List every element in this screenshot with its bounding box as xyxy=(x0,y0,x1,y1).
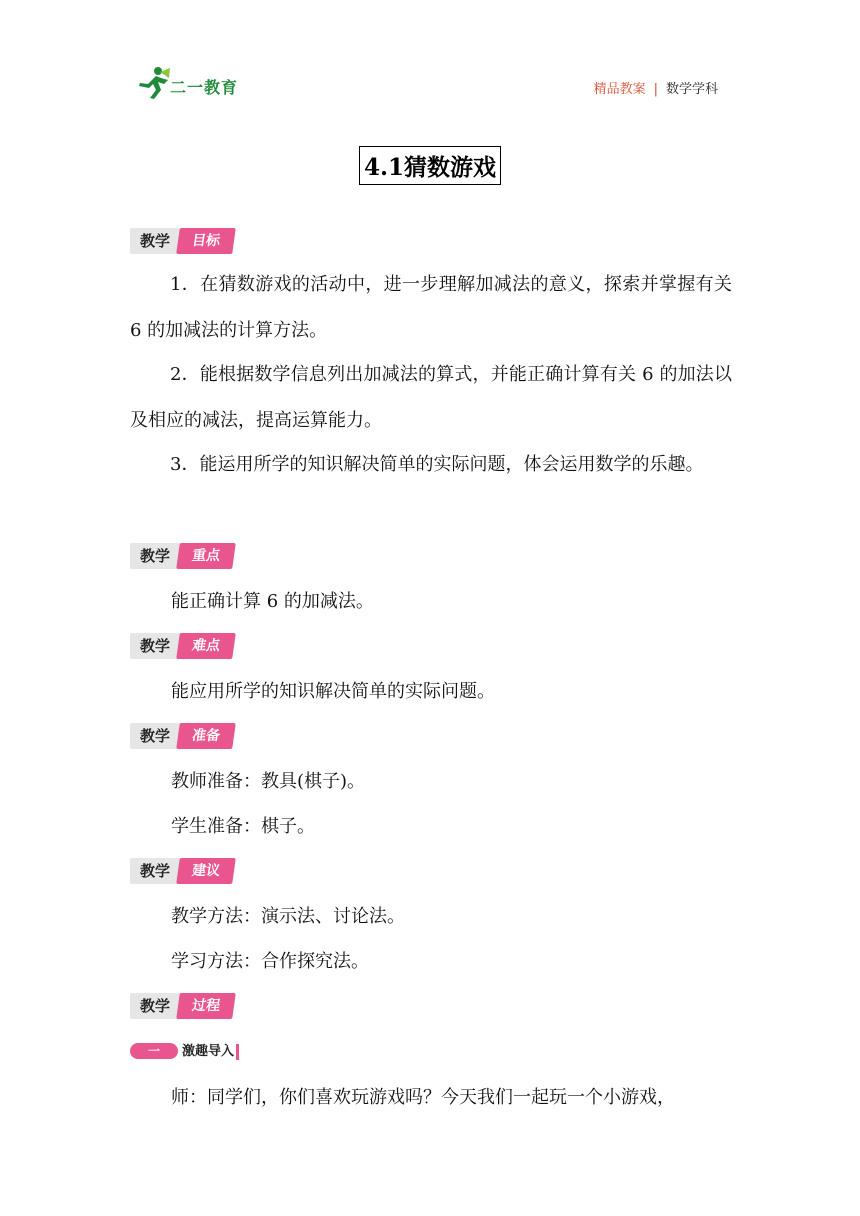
header-tagline xyxy=(594,78,718,97)
section-tag-objectives xyxy=(130,228,234,254)
section-tag-prefix: 教学 xyxy=(130,543,180,569)
step-label: 激趣导入 xyxy=(182,1044,235,1059)
section-tag-difficulties xyxy=(130,633,234,659)
section-tag-label: 目标 xyxy=(176,228,236,254)
brand-label: 精品教案 xyxy=(593,82,646,97)
section-tag-prefix: 教学 xyxy=(130,633,180,659)
step-heading xyxy=(130,1042,240,1062)
key-points-text: 能正确计算 6 的加减法。 xyxy=(171,591,374,612)
teacher-preparation: 教师准备：教具(棋子)。 xyxy=(171,771,366,792)
section-tag-suggestions xyxy=(130,858,234,884)
section-tag-label: 重点 xyxy=(176,543,236,569)
section-tag-prefix: 教学 xyxy=(130,723,180,749)
student-preparation: 学生准备：棋子。 xyxy=(171,816,315,837)
section-tag-prefix: 教学 xyxy=(130,993,180,1019)
title-wrapper xyxy=(0,146,860,185)
runner-logo-icon xyxy=(136,66,172,100)
section-tag-preparation xyxy=(130,723,234,749)
section-tag-prefix: 教学 xyxy=(130,228,180,254)
subject-label: 数学学科 xyxy=(665,82,718,97)
objective-item-3: 3．能运用所学的知识解决简单的实际问题，体会运用数学的乐趣。 xyxy=(170,454,704,475)
section-tag-key-points xyxy=(130,543,234,569)
learning-method: 学习方法：合作探究法。 xyxy=(171,951,369,972)
page-title: 4.1猜数游戏 xyxy=(359,146,501,185)
step-divider xyxy=(236,1044,239,1060)
teaching-method: 教学方法：演示法、讨论法。 xyxy=(171,906,405,927)
page-header xyxy=(0,0,860,110)
section-tag-label: 准备 xyxy=(176,723,236,749)
section-tag-prefix: 教学 xyxy=(130,858,180,884)
objective-item-1: 1．在猜数游戏的活动中，进一步理解加减法的意义，探索并掌握有关 6 的加减法的计算方法。 xyxy=(130,274,732,341)
section-tag-label: 难点 xyxy=(176,633,236,659)
section-tag-label: 过程 xyxy=(176,993,236,1019)
objective-item-2: 2．能根据数学信息列出加减法的算式，并能正确计算有关 6 的加法以及相应的减法，提高运算能力。 xyxy=(130,364,732,431)
difficulties-text: 能应用所学的知识解决简单的实际问题。 xyxy=(171,681,495,702)
step-number-badge: 一 xyxy=(130,1043,178,1059)
logo-text: 二一教育 xyxy=(170,78,239,97)
section-tag-process xyxy=(130,993,234,1019)
header-separator: | xyxy=(653,82,658,97)
section-tag-label: 建议 xyxy=(176,858,236,884)
process-text: 师：同学们，你们喜欢玩游戏吗？今天我们一起玩一个小游戏， xyxy=(171,1087,675,1108)
logo xyxy=(136,66,256,102)
